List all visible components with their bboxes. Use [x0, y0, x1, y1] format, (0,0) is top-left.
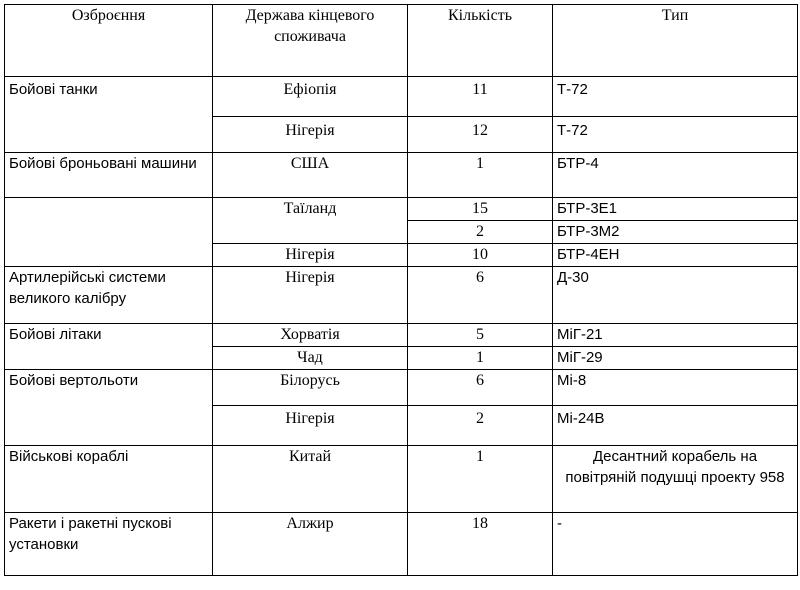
quantity-cell: 18 [408, 513, 553, 576]
table-row [5, 324, 798, 347]
quantity-cell: 2 [408, 406, 553, 446]
type-cell: Десантний корабель на повітряній подушці проекту 958 [553, 446, 798, 513]
weapon-cell: Артилерійські системи великого калібру [5, 267, 213, 324]
weapon-cell-continued [5, 198, 213, 267]
type-cell: БТР-3М2 [553, 221, 798, 244]
type-cell: Т-72 [553, 117, 798, 153]
type-cell: Т-72 [553, 77, 798, 117]
quantity-cell: 1 [408, 446, 553, 513]
arms-transfer-table [4, 4, 798, 576]
quantity-cell: 15 [408, 198, 553, 221]
type-cell: Мі-8 [553, 370, 798, 406]
state-cell: Нігерія [213, 244, 408, 267]
table-row [5, 513, 798, 576]
header-weapon: Озброєння [5, 5, 213, 77]
quantity-cell: 6 [408, 370, 553, 406]
quantity-cell: 10 [408, 244, 553, 267]
type-cell: Мі-24В [553, 406, 798, 446]
quantity-cell: 2 [408, 221, 553, 244]
state-cell: Чад [213, 347, 408, 370]
weapon-cell: Військові кораблі [5, 446, 213, 513]
type-cell: МіГ-21 [553, 324, 798, 347]
table-row [5, 446, 798, 513]
type-cell: БТР-3Е1 [553, 198, 798, 221]
table-row [5, 153, 798, 198]
table-row [5, 267, 798, 324]
state-cell: Китай [213, 446, 408, 513]
header-quantity: Кількість [408, 5, 553, 77]
type-cell: - [553, 513, 798, 576]
type-cell: БТР-4ЕН [553, 244, 798, 267]
quantity-cell: 1 [408, 153, 553, 198]
quantity-cell: 11 [408, 77, 553, 117]
state-cell: Білорусь [213, 370, 408, 406]
quantity-cell: 12 [408, 117, 553, 153]
state-cell: Нігерія [213, 267, 408, 324]
table-row [5, 198, 798, 221]
weapon-cell: Бойові вертольоти [5, 370, 213, 446]
weapon-cell: Бойові літаки [5, 324, 213, 370]
header-state: Держава кінцевого споживача [213, 5, 408, 77]
quantity-cell: 6 [408, 267, 553, 324]
weapon-cell: Бойові броньовані машини [5, 153, 213, 198]
table-row [5, 370, 798, 406]
state-cell: США [213, 153, 408, 198]
weapon-cell: Бойові танки [5, 77, 213, 153]
header-type: Тип [553, 5, 798, 77]
state-cell: Нігерія [213, 117, 408, 153]
type-cell: Д-30 [553, 267, 798, 324]
table-row [5, 77, 798, 117]
state-cell: Нігерія [213, 406, 408, 446]
state-cell: Ефіопія [213, 77, 408, 117]
type-cell: БТР-4 [553, 153, 798, 198]
type-cell: МіГ-29 [553, 347, 798, 370]
header-row [5, 5, 798, 77]
weapon-cell: Ракети і ракетні пускові установки [5, 513, 213, 576]
state-cell: Хорватія [213, 324, 408, 347]
quantity-cell: 5 [408, 324, 553, 347]
state-cell: Таїланд [213, 198, 408, 244]
state-cell: Алжир [213, 513, 408, 576]
quantity-cell: 1 [408, 347, 553, 370]
